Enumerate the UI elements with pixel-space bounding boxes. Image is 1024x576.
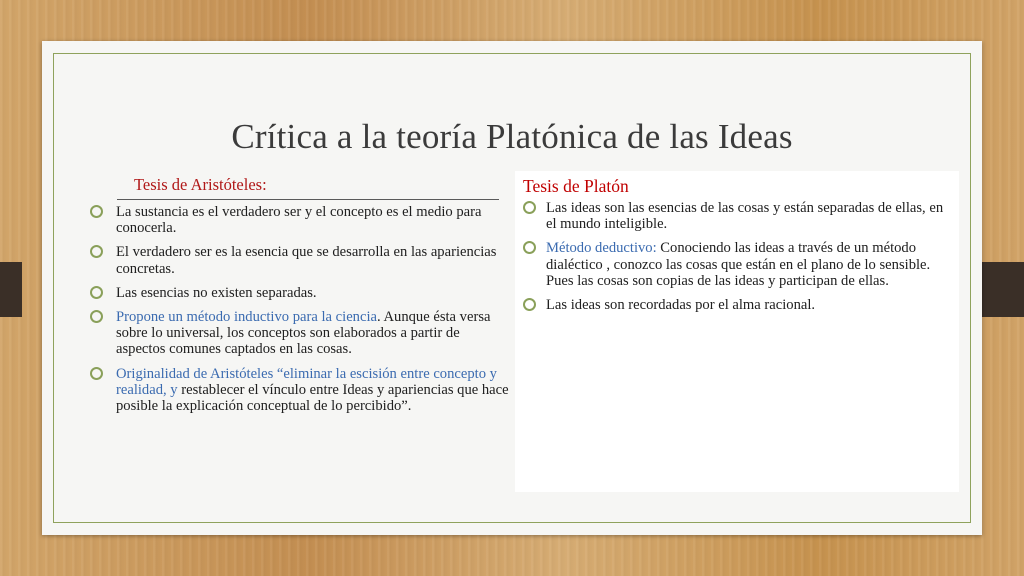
slide-title: Crítica a la teoría Platónica de las Ideas [231,117,793,156]
list-item [515,200,959,232]
list-item-text: Conociendo las ideas a través de un método dialéctico , conozco las cosas que están en el plano de lo sensible. Pues las cosas son copias de las ideas y participan de ellas. [546,240,931,289]
list-item-highlight: Propone un método inductivo para la ciencia [116,309,377,326]
circle-bullet-icon [90,310,103,323]
list-item-text: Las ideas son recordadas por el alma racional. [546,297,816,314]
circle-bullet-icon [90,286,103,299]
plato-heading: Tesis de Platón [523,176,629,196]
aristotle-column [90,175,510,422]
list-item [90,309,510,358]
list-item [90,366,510,415]
list-item [515,240,959,289]
list-item-text: restablecer el vínculo entre Ideas y apariencias que hace posible la explicación conceptual de lo percibido”. [116,381,509,415]
list-item-text: El verdadero ser es la esencia que se desarrolla en las apariencias concretas. [116,244,497,277]
circle-bullet-icon [523,201,536,214]
circle-bullet-icon [90,367,103,380]
list-item [90,244,510,276]
list-item-text: La sustancia es el verdadero ser y el concepto es el medio para conocerla. [116,204,482,237]
heading-underline [117,199,499,200]
slide [42,41,982,535]
list-item-text: Las ideas son las esencias de las cosas y están separadas de ellas, en el mundo inteligible. [546,200,944,233]
list-item [515,297,959,313]
aristotle-list [90,204,510,414]
plato-column [515,171,959,492]
list-item-highlight: Método deductivo: [546,240,657,257]
circle-bullet-icon [523,298,536,311]
circle-bullet-icon [90,205,103,218]
aristotle-heading: Tesis de Aristóteles: [134,175,267,194]
list-item-highlight: Originalidad de Aristóteles “eliminar la escisión entre concepto y realidad, y [116,365,497,398]
list-item [90,204,510,236]
circle-bullet-icon [90,245,103,258]
list-item-text: Las esencias no existen separadas. [116,284,317,301]
side-tab-left [0,262,22,317]
list-item [90,285,510,301]
list-item-text: . Aunque ésta versa sobre lo universal, los conceptos son elaborados a partir de aspectos comunes captados en las cosas. [116,309,491,358]
circle-bullet-icon [523,241,536,254]
plato-list [515,200,959,313]
